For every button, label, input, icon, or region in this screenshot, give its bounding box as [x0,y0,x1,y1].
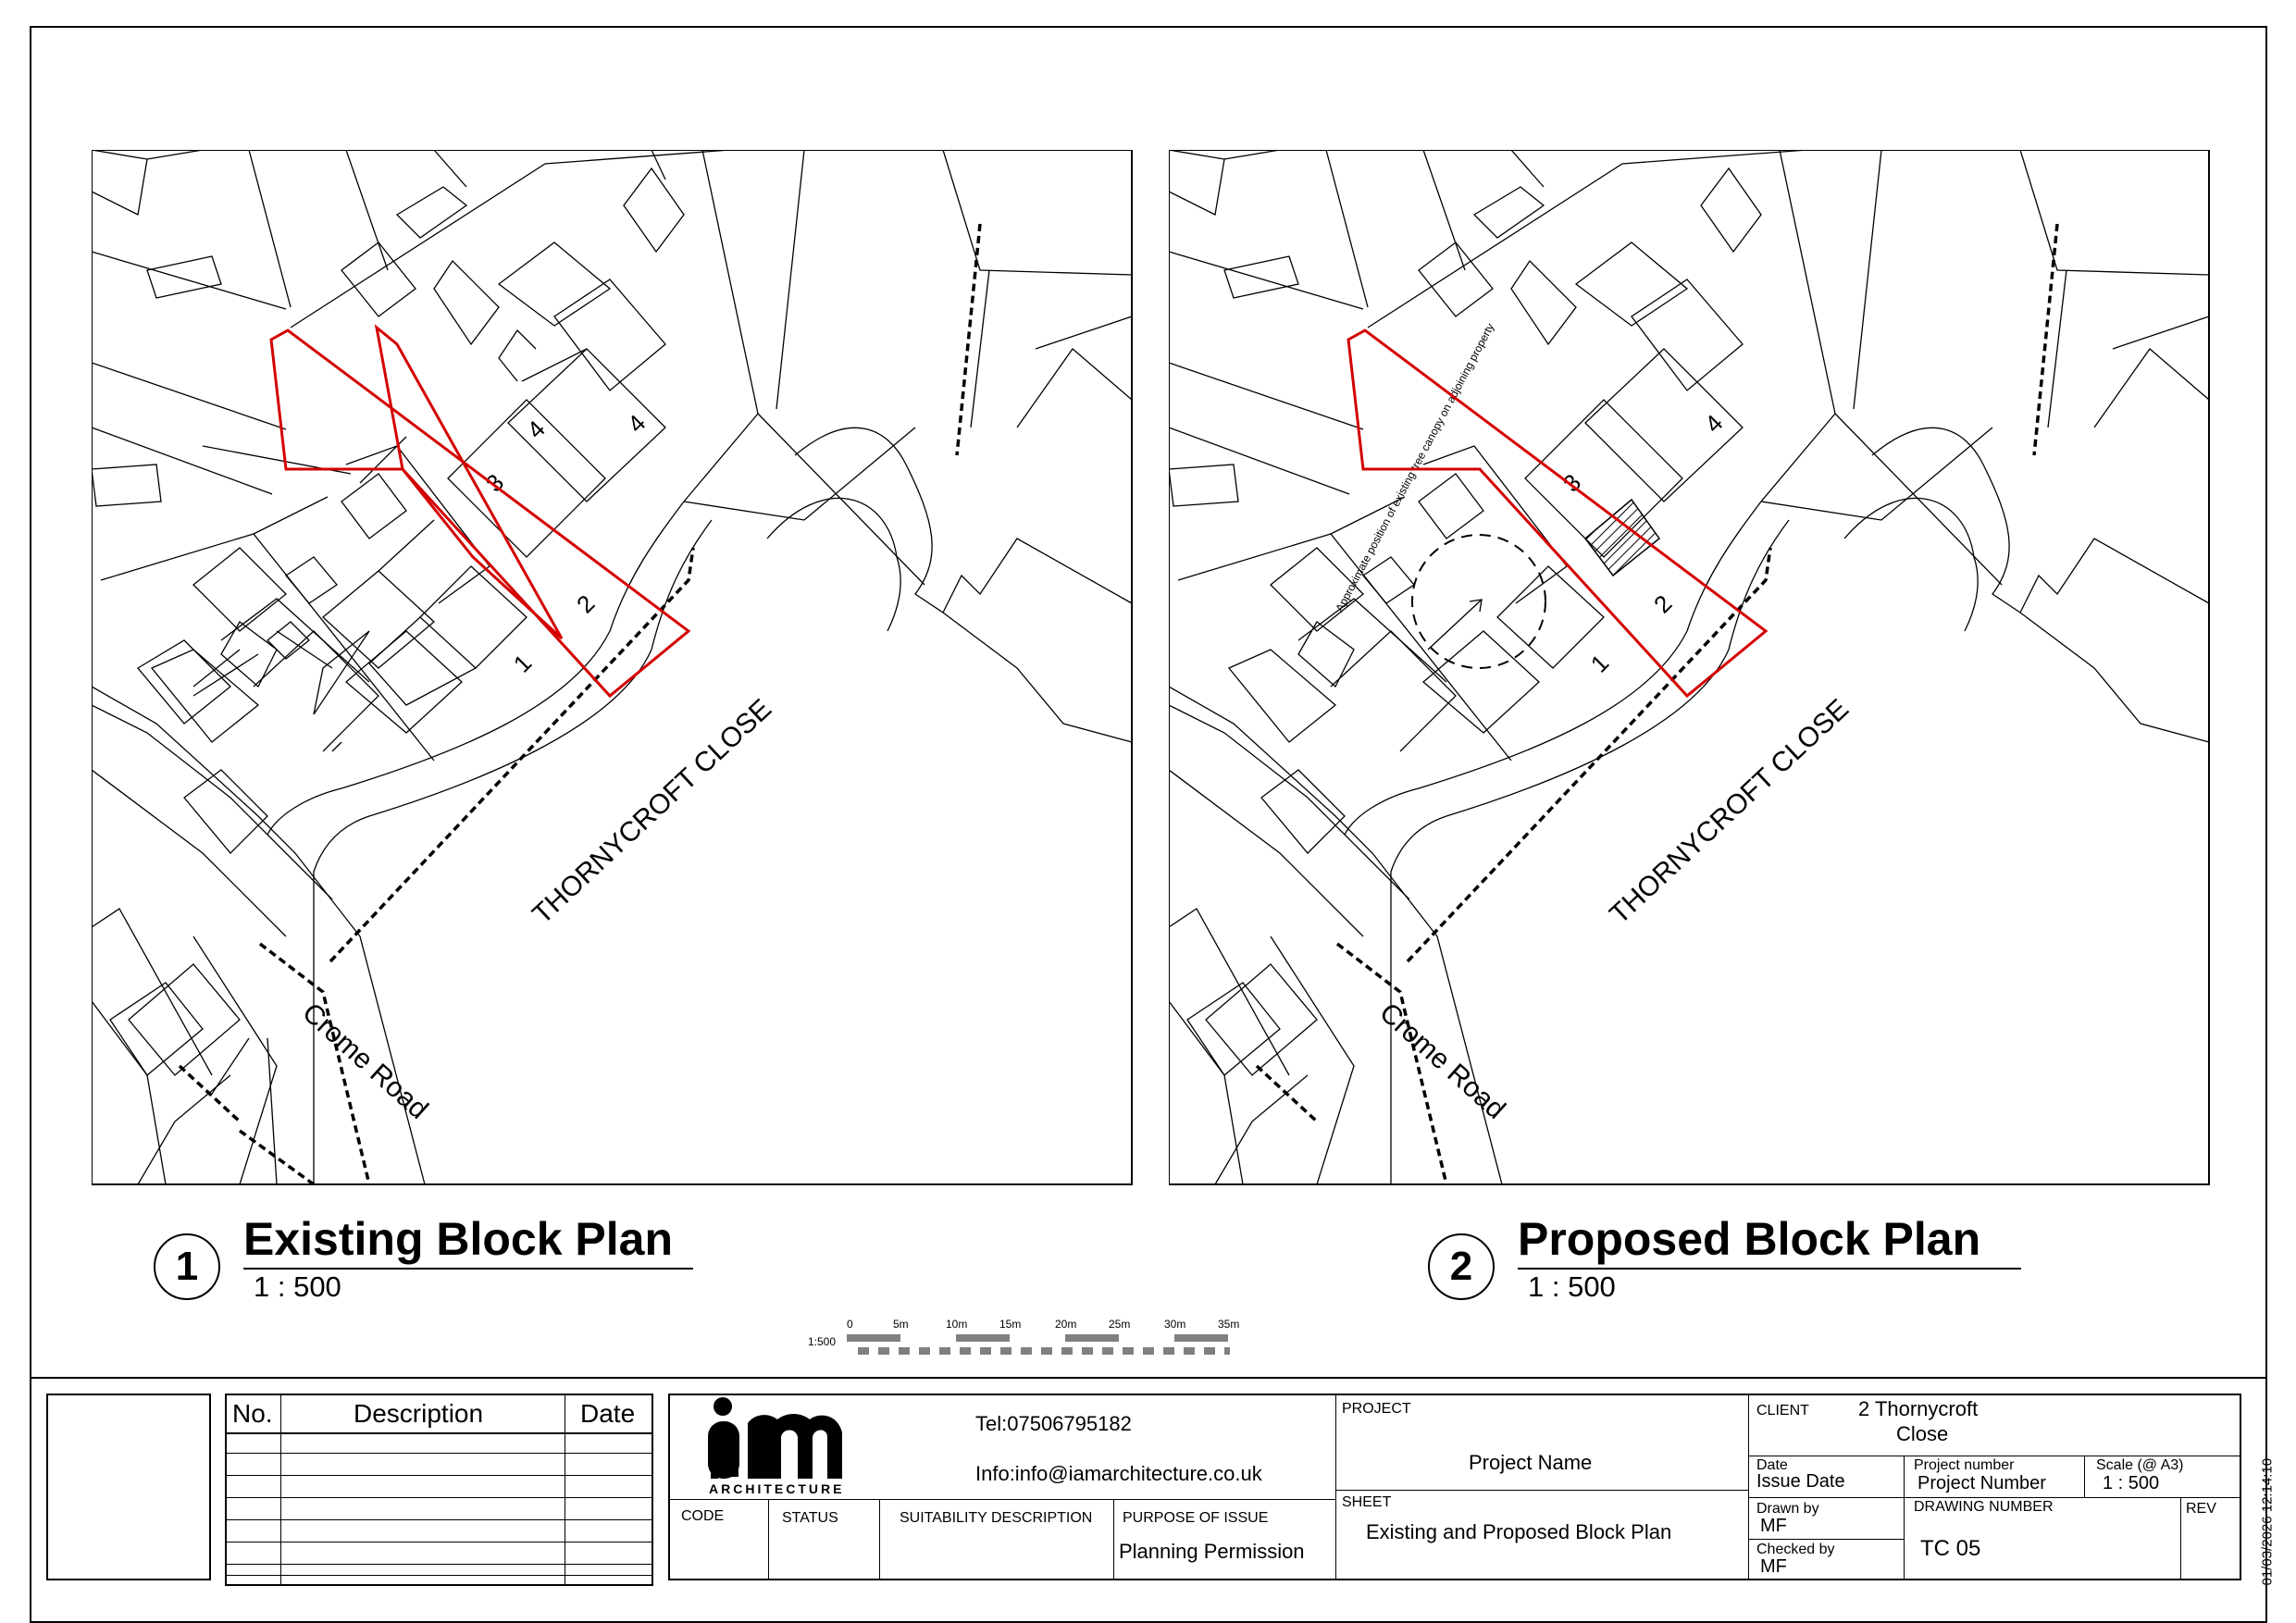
road-label-thornycroft: THORNYCROFT CLOSE [1604,693,1855,931]
firm-telephone: Tel:07506795182 [975,1412,1132,1435]
plan-scale: 1 : 500 [254,1270,341,1303]
drawn-by: MF [1760,1516,1787,1536]
drawing-number: TC 05 [1920,1536,1981,1561]
rev-label: REV [2186,1501,2216,1517]
title-underline [243,1268,693,1270]
house-number: 4 [1699,408,1729,439]
client-name-line1: 2 Thornycroft [1858,1397,1979,1420]
suitability-label: SUITABILITY DESCRIPTION [900,1510,1093,1526]
sheet-label: SHEET [1342,1494,1392,1510]
logo-placeholder-box [46,1394,211,1580]
scale-tick: 20m [1055,1318,1077,1331]
status-label: STATUS [782,1510,838,1526]
project-number-label: Project number [1914,1457,2015,1473]
scale-label: Scale (@ A3) [2096,1457,2184,1473]
site-boundary [1348,330,1766,696]
plan-title: Existing Block Plan [243,1213,674,1265]
house-number: 4 [521,415,551,444]
road-label-thornycroft: THORNYCROFT CLOSE [527,693,778,931]
house-number: 2 [1648,588,1678,619]
scale-value: 1 : 500 [2103,1473,2160,1493]
sheet-title: Existing and Proposed Block Plan [1366,1520,1672,1543]
proposed-block-plan-map [1169,150,2210,1185]
scale-tick: 15m [999,1318,1022,1331]
road-label-crome: Crome Road [1373,997,1511,1126]
plan-number: 1 [175,1244,199,1289]
revision-table [225,1394,653,1586]
date-label: Date [1756,1457,1788,1473]
site-boundary [271,330,689,696]
firm-email: Info:info@iamarchitecture.co.uk [975,1462,1262,1485]
scale-bar-ratio: 1:500 [808,1335,837,1348]
client-label: CLIENT [1756,1403,1809,1419]
project-column-divider [1335,1394,1336,1580]
code-label: CODE [681,1508,725,1524]
issue-date: Issue Date [1756,1471,1845,1492]
house-number: 1 [507,649,538,678]
tree-canopy-note: Approximate position of existing tree canopy on adjoining property [1333,321,1497,614]
title-underline [1518,1268,2021,1270]
plan-scale: 1 : 500 [1528,1270,1616,1303]
rev-header-date: Date [580,1399,636,1428]
print-timestamp: 01/03/2026 12:14:10 [2259,1457,2276,1586]
scale-tick: 30m [1164,1318,1186,1331]
drawing-number-label: DRAWING NUMBER [1914,1499,2054,1515]
scale-tick: 10m [946,1318,968,1331]
checked-by: MF [1760,1556,1787,1577]
plan-title: Proposed Block Plan [1518,1213,1981,1265]
scale-tick: 0 [847,1318,853,1331]
house-number: 3 [479,468,510,498]
drawn-by-label: Drawn by [1756,1501,1819,1517]
house-number: 4 [622,408,652,439]
project-name: Project Name [1469,1451,1593,1474]
scale-bar-graphic [847,1332,1245,1360]
scale-tick: 5m [893,1318,909,1331]
scale-tick: 35m [1218,1318,1240,1331]
purpose-value: Planning Permission [1119,1540,1305,1563]
house-number: 3 [1557,468,1587,498]
plan-number-badge [1428,1233,1495,1300]
title-block-divider [30,1377,2267,1379]
house-number: 2 [571,588,601,619]
checked-by-label: Checked by [1756,1542,1835,1557]
road-label-crome: Crome Road [296,997,434,1126]
client-name-line2: Close [1896,1422,1949,1445]
plan-number: 2 [1449,1244,1473,1289]
existing-block-plan-map [92,150,1133,1185]
rev-header-no: No. [232,1399,273,1428]
plan-number-badge [154,1233,220,1300]
house-number: 1 [1584,649,1615,678]
scale-tick: 25m [1109,1318,1131,1331]
logo-wordmark: ARCHITECTURE [709,1481,845,1496]
project-number: Project Number [1917,1473,2046,1493]
project-label: PROJECT [1342,1401,1411,1417]
scale-bar [805,1314,1249,1360]
purpose-label: PURPOSE OF ISSUE [1123,1510,1269,1526]
rev-header-description: Description [354,1399,484,1428]
